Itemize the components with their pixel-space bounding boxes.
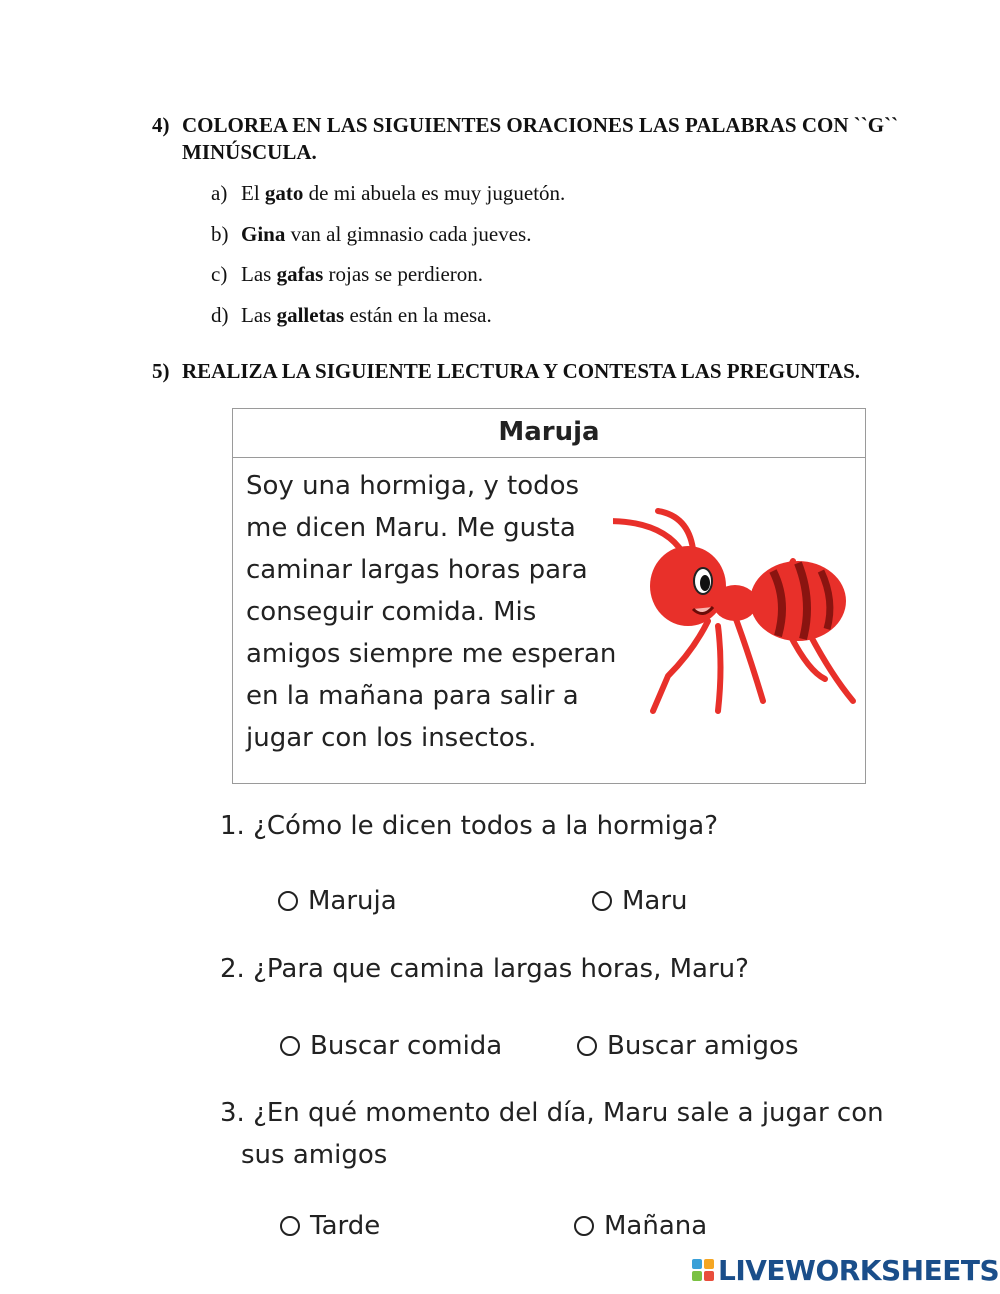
option-label: Buscar comida: [310, 1031, 503, 1061]
sentence-post: van al gimnasio cada jueves.: [285, 222, 532, 246]
sentence-post: rojas se perdieron.: [323, 262, 484, 286]
ant-leg: [718, 626, 721, 711]
sentence-g-word[interactable]: gato: [264, 181, 304, 205]
reading-text: [246, 465, 626, 759]
sentence-g-word[interactable]: Gina: [241, 222, 286, 246]
option-label: Maru: [622, 886, 688, 916]
question-4-title: COLOREA EN LAS SIGUIENTES ORACIONES LAS PALABRAS CON ``G`` MINÚSCULA.: [182, 113, 899, 164]
reading-line: me dicen Maru. Me gusta: [246, 513, 576, 543]
radio-circle-icon[interactable]: [280, 1036, 300, 1056]
logo-text: LIVEWORKSHEETS: [718, 1253, 1000, 1287]
reading-title: Maruja: [233, 409, 865, 458]
radio-circle-icon[interactable]: [592, 891, 612, 911]
sentence-post: de mi abuela es muy juguetón.: [303, 181, 566, 205]
sentence-pre: Las: [241, 262, 277, 286]
reading-line: amigos siempre me esperan: [246, 639, 617, 669]
liveworksheets-logo: [692, 1254, 999, 1286]
sentence-letter: b): [211, 222, 229, 246]
option-label: Tarde: [310, 1211, 381, 1241]
sentence-letter: a): [211, 181, 228, 205]
question-1: [220, 805, 718, 847]
option-manana[interactable]: [574, 1210, 707, 1242]
ant-illustration: [613, 501, 857, 723]
option-label: Maruja: [308, 886, 397, 916]
reading-line: caminar largas horas para: [246, 555, 588, 585]
sentence-letter: c): [211, 262, 228, 286]
sentence-pre: Las: [241, 303, 277, 327]
sentence-g-word[interactable]: galletas: [276, 303, 345, 327]
question-5-number: 5): [152, 359, 170, 383]
sentence-b: [211, 221, 531, 247]
option-buscar-comida[interactable]: [280, 1030, 502, 1062]
reading-line: Soy una hormiga, y todos: [246, 471, 580, 501]
sentence-c: [211, 261, 483, 287]
sentence-letter: d): [211, 303, 229, 327]
radio-circle-icon[interactable]: [278, 891, 298, 911]
reading-line: jugar con los insectos.: [246, 723, 537, 753]
question-3: [220, 1092, 884, 1176]
question-3-continuation: sus amigos: [241, 1140, 388, 1170]
sentence-a: [211, 180, 565, 206]
sentence-pre: El: [241, 181, 265, 205]
question-5-title: REALIZA LA SIGUIENTE LECTURA Y CONTESTA LAS PREGUNTAS.: [182, 359, 861, 383]
reading-box: [232, 408, 866, 784]
sentence-g-word[interactable]: gafas: [276, 262, 324, 286]
logo-mark-icon: [692, 1259, 714, 1281]
radio-circle-icon[interactable]: [280, 1216, 300, 1236]
option-label: Buscar amigos: [607, 1031, 799, 1061]
question-5-heading: [152, 358, 860, 385]
option-buscar-amigos[interactable]: [577, 1030, 798, 1062]
option-label: Mañana: [604, 1211, 708, 1241]
ant-antenna: [613, 521, 683, 553]
sentence-post: están en la mesa.: [344, 303, 492, 327]
ant-leg: [733, 611, 763, 701]
radio-circle-icon[interactable]: [574, 1216, 594, 1236]
ant-leg: [653, 621, 708, 711]
question-2: [220, 948, 749, 990]
radio-circle-icon[interactable]: [577, 1036, 597, 1056]
option-maruja[interactable]: [278, 885, 397, 917]
question-4-heading: [152, 112, 932, 166]
ant-head: [650, 546, 726, 626]
option-tarde[interactable]: [280, 1210, 380, 1242]
reading-line: conseguir comida. Mis: [246, 597, 537, 627]
reading-line: en la mañana para salir a: [246, 681, 579, 711]
question-1-text: 1. ¿Cómo le dicen todos a la hormiga?: [220, 811, 719, 841]
sentence-d: [211, 302, 492, 328]
question-3-text: 3. ¿En qué momento del día, Maru sale a jugar con: [220, 1098, 884, 1128]
ant-pupil: [700, 575, 710, 591]
question-4-number: 4): [152, 113, 170, 137]
option-maru[interactable]: [592, 885, 688, 917]
question-2-text: 2. ¿Para que camina largas horas, Maru?: [220, 954, 749, 984]
